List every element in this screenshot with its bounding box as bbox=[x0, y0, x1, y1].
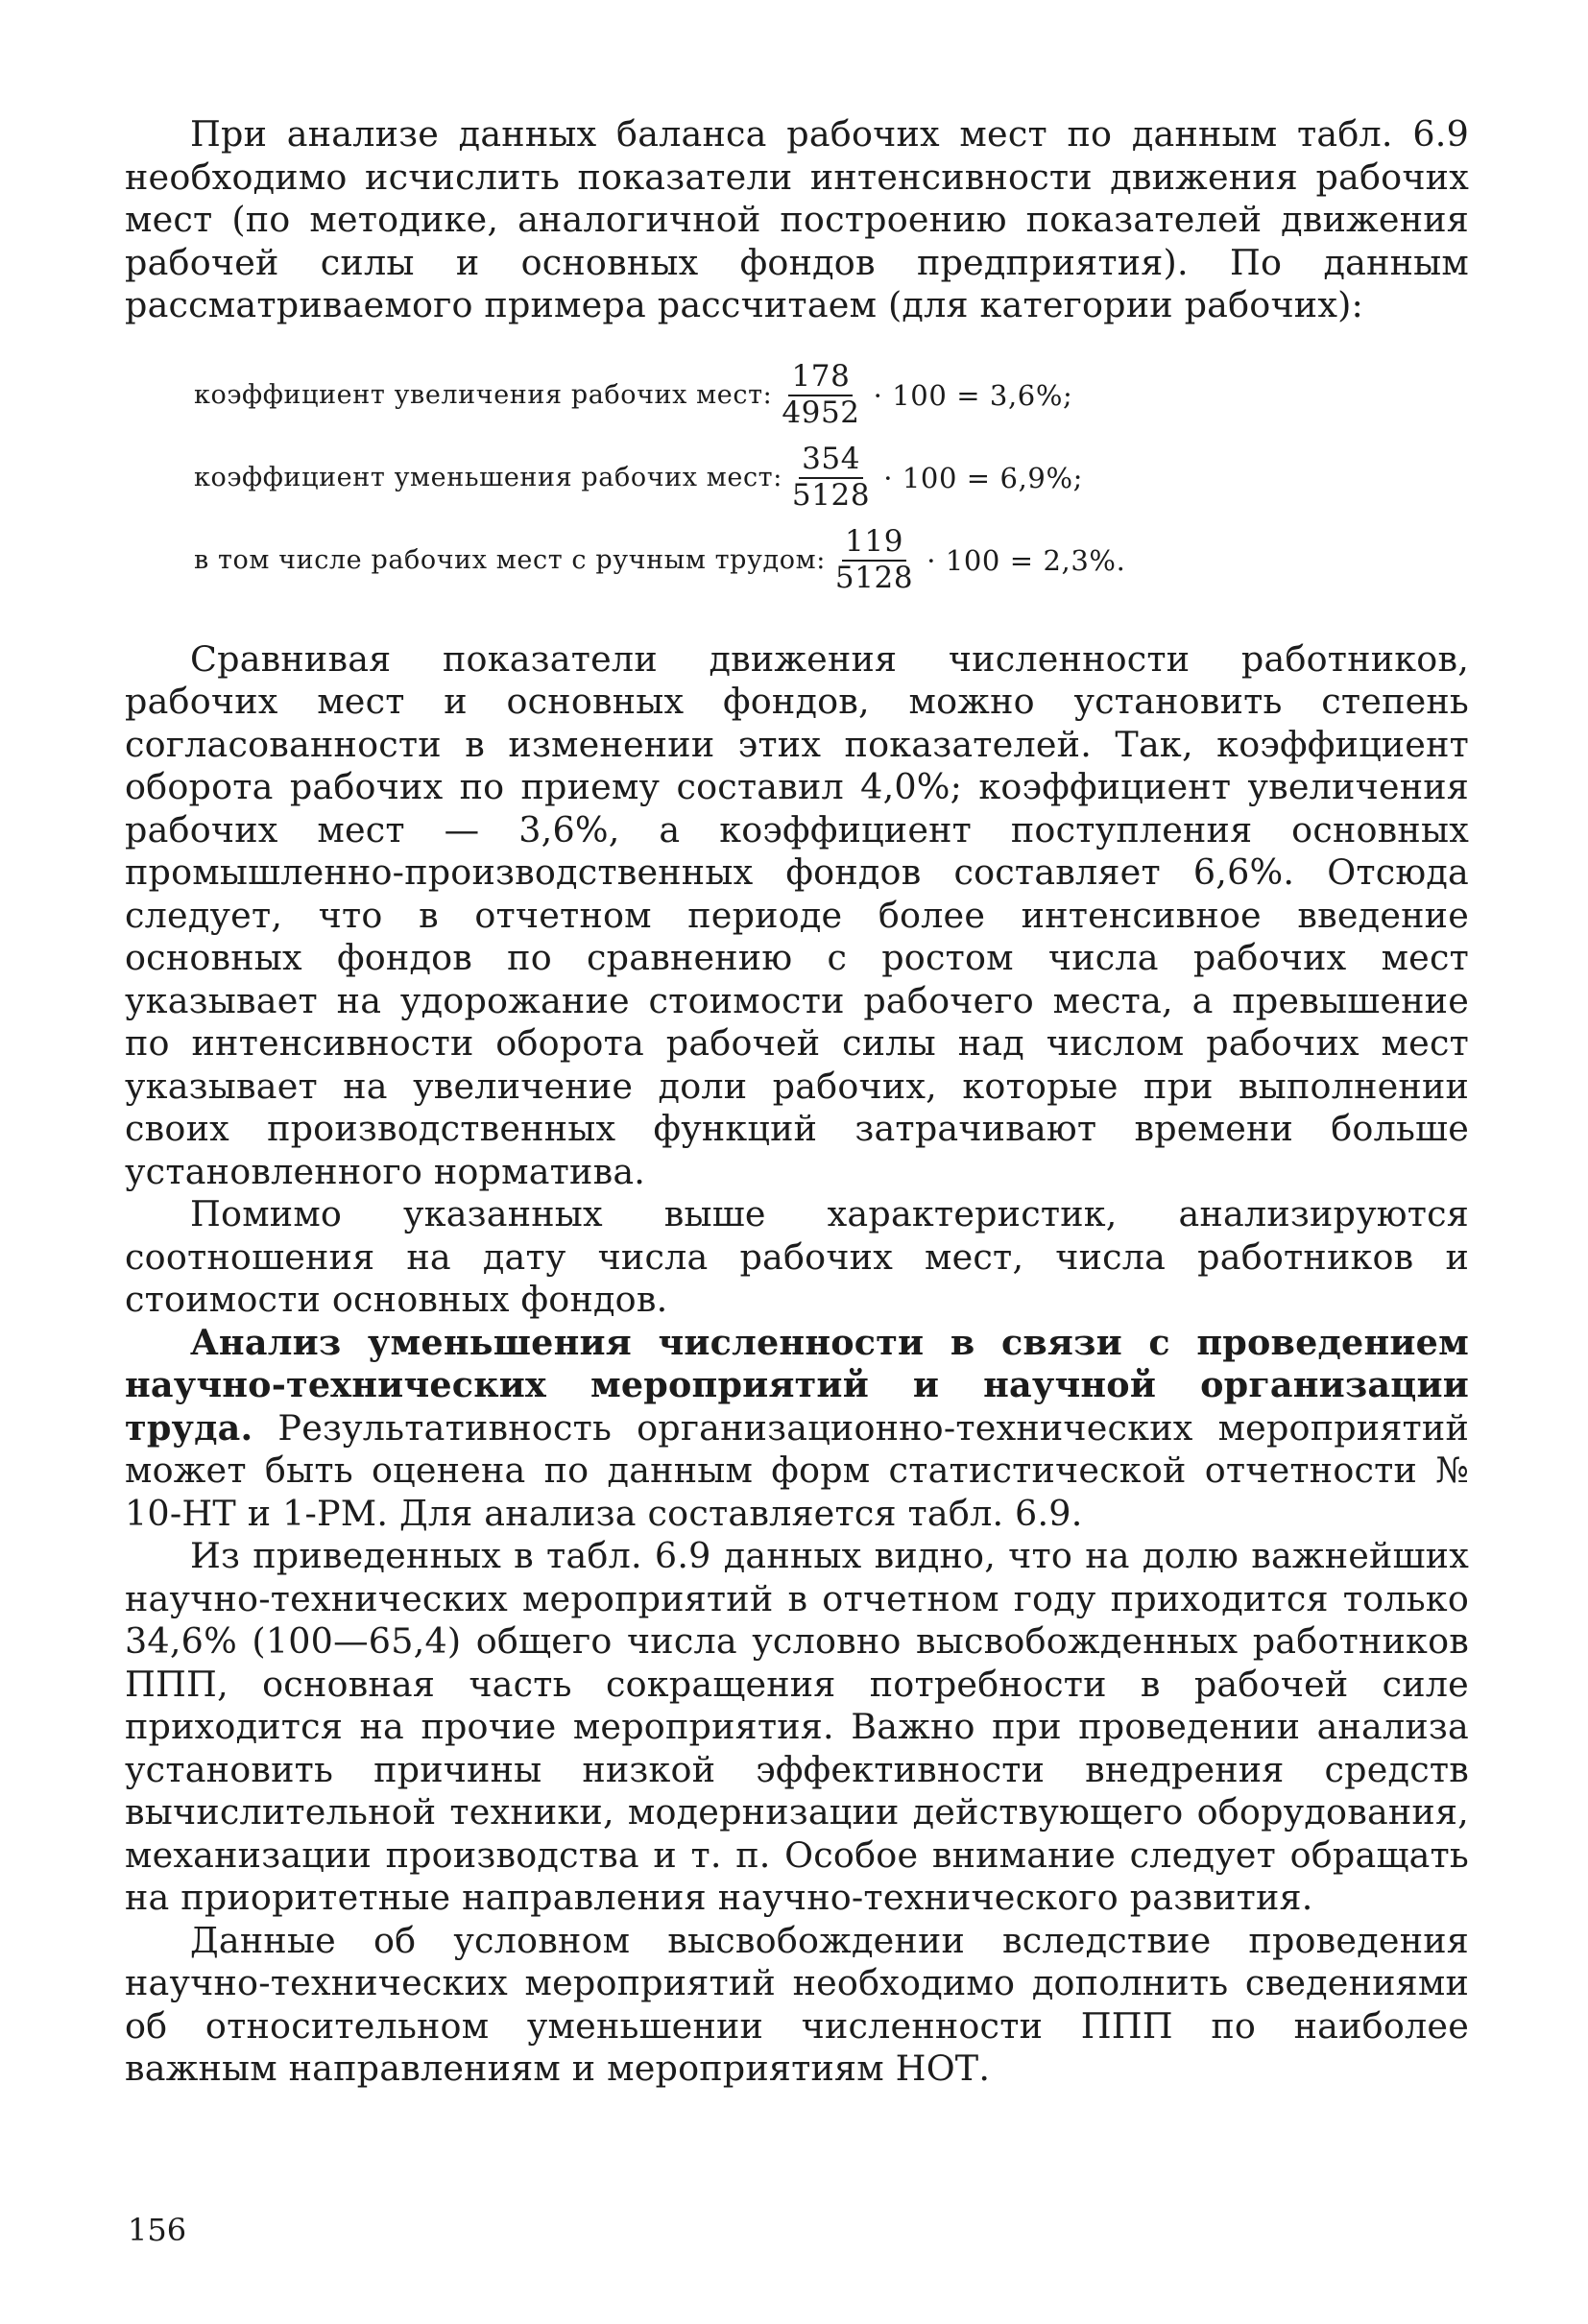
fraction bbox=[834, 524, 914, 595]
paragraph-4 bbox=[125, 1322, 1469, 1536]
formula-label: в том числе рабочих мест с ручным трудом: bbox=[194, 545, 826, 575]
numerator: 354 bbox=[799, 444, 863, 479]
denominator: 5128 bbox=[791, 478, 871, 513]
numerator: 178 bbox=[788, 362, 853, 396]
formula-label: коэффициент уменьшения рабочих мест: bbox=[194, 463, 782, 492]
page-number: 156 bbox=[128, 2212, 187, 2248]
fraction bbox=[792, 444, 870, 511]
fraction bbox=[782, 359, 860, 430]
paragraph-3: Помимо указанных выше характеристик, анализируются соотношения на дату числа рабочих мест, числа работников и стоимости основных фондов. bbox=[125, 1193, 1469, 1320]
paragraph-6: Данные об условном высвобождении вследствие проведения научно-технических мероприятий необходимо дополнить сведениями об относительном уменьшении численности ППП по наиболее важным направлениям и мероприятиям НОТ. bbox=[125, 1919, 1469, 2089]
paragraph-2: Сравнивая показатели движения численности работников, рабочих мест и основных фондов, можно установить степень согласованности в изменении этих показателей. Так, коэффициент оборота рабочих по приему составил 4,0%; коэффициент увеличения рабочих мест — 3,6%, а коэффициент поступления основных промышленно-производственных фондов составляет 6,6%. Отсюда следует, что в отчетном периоде более интенсивное введение основных фондов по сравнению с ростом числа рабочих мест указывает на удорожание стоимости рабочего места, а превышение по интенсивности оборота рабочей силы над числом рабочих мест указывает на увеличение доли рабочих, которые при выполнении своих производственных функций затрачивают времени больше установленного норматива. bbox=[125, 637, 1469, 1192]
page-content bbox=[125, 113, 1469, 2091]
formula-result: · 100 = 6,9%; bbox=[883, 461, 1083, 494]
formula-block bbox=[194, 354, 1469, 602]
formula-manual-labor bbox=[194, 519, 1469, 602]
paragraph-1: При анализе данных баланса рабочих мест по данным табл. 6.9 необходимо исчислить показатели интенсивности движения рабочих мест (по методике, аналогичной построению показателей движения рабочей силы и основных фондов предприятия). По данным рассматриваемого примера рассчитаем (для категории рабочих): bbox=[125, 113, 1469, 325]
numerator: 119 bbox=[842, 527, 906, 562]
denominator: 5128 bbox=[834, 561, 914, 595]
formula-increase bbox=[194, 354, 1469, 437]
paragraph-5: Из приведенных в табл. 6.9 данных видно, что на долю важнейших научно-технических мероприятий в отчетном году приходится только 34,6% (100—65,4) общего числа условно высвобожденных работников ППП, основная часть сокращения потребности в рабочей силе приходится на прочие мероприятия. Важно при проведении анализа установить причины низкой эффективности внедрения средств вычислительной техники, модернизации действующего оборудования, механизации производства и т. п. Особое внимание следует обращать на приоритетные направления научно-технического развития. bbox=[125, 1535, 1469, 1918]
denominator: 4952 bbox=[782, 395, 860, 430]
formula-decrease bbox=[194, 437, 1469, 519]
formula-result: · 100 = 2,3%. bbox=[926, 543, 1126, 577]
section-heading: Анализ уменьшения численности в связи с проведением научно-технических мероприятий и научной организации труда. bbox=[125, 1321, 1469, 1449]
formula-result: · 100 = 3,6%; bbox=[873, 378, 1073, 412]
formula-label: коэффициент увеличения рабочих мест: bbox=[194, 380, 773, 410]
paragraph-4-text: Результативность организационно-технических мероприятий может быть оценена по данным форм статистической отчетности № 10-НТ и 1-РМ. Для анализа составляется табл. 6.9. bbox=[125, 1406, 1469, 1534]
